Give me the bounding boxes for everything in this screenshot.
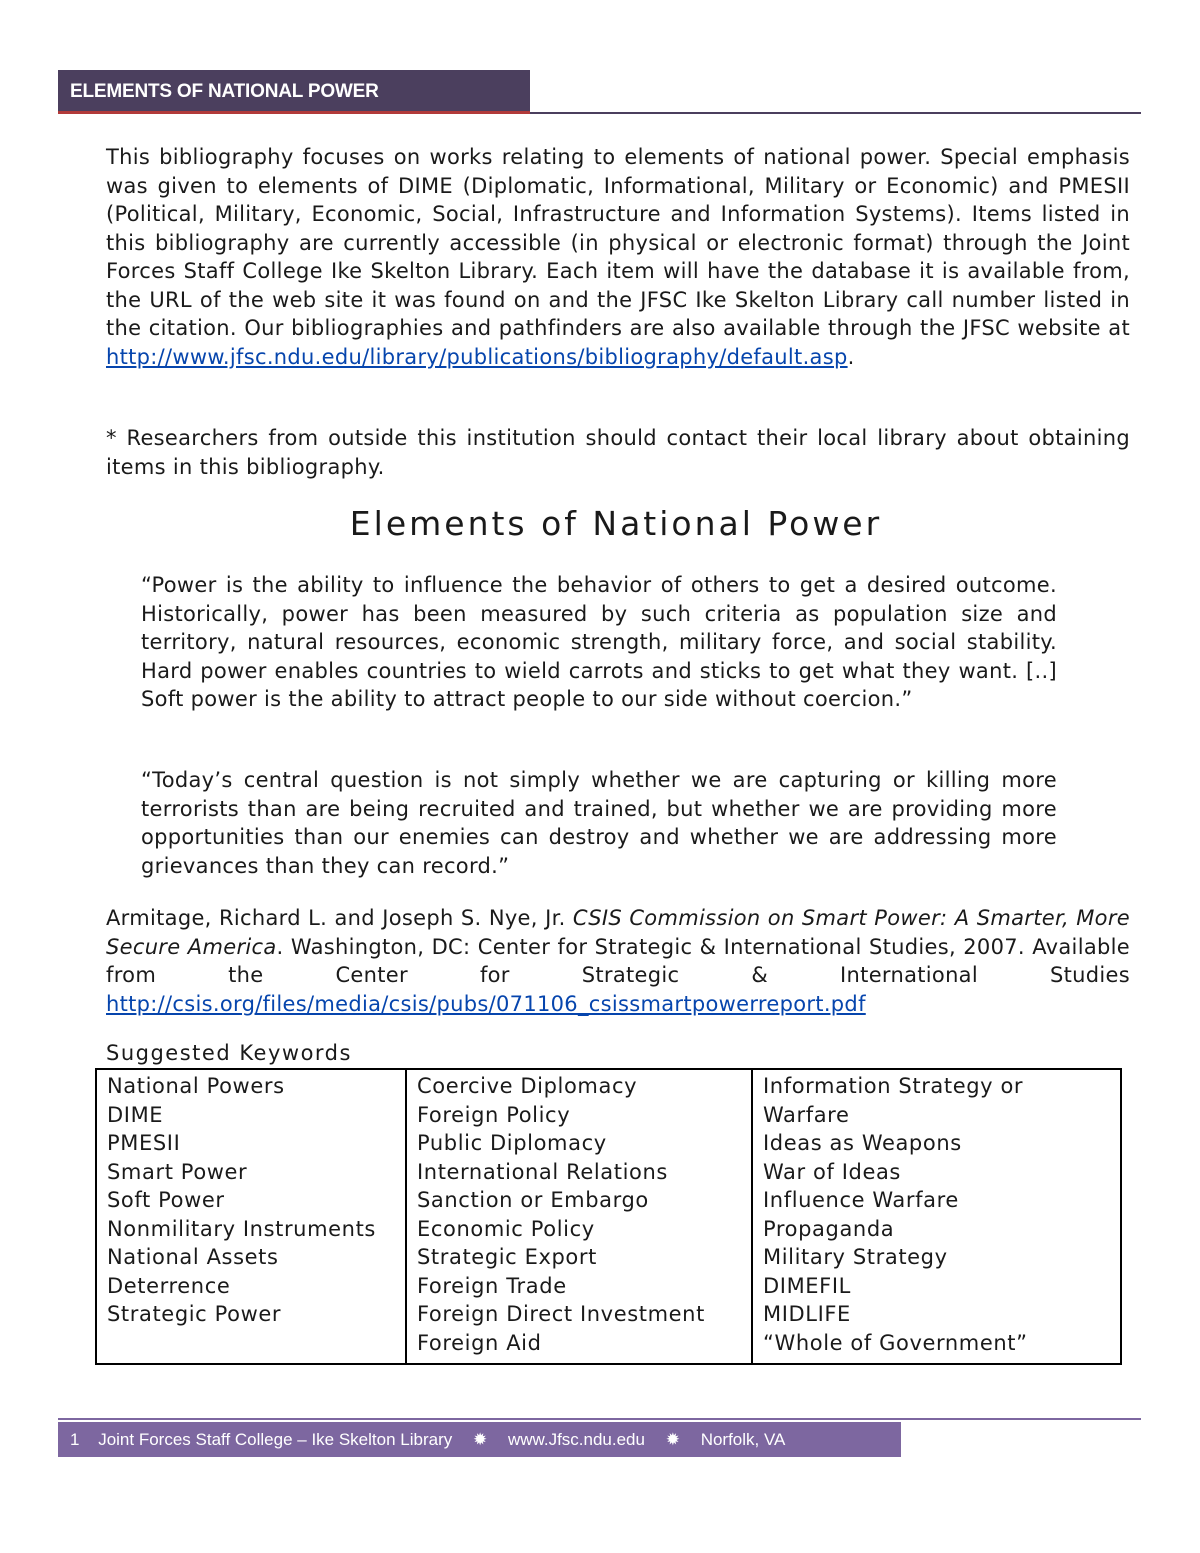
footer-bar	[58, 1422, 901, 1457]
page-number: 1	[70, 1430, 80, 1449]
keyword: Foreign Policy	[417, 1102, 571, 1127]
keyword: International Relations	[417, 1159, 668, 1184]
footer-location: Norfolk, VA	[700, 1430, 786, 1449]
keyword: Sanction or Embargo	[417, 1188, 649, 1212]
intro-text: This bibliography focuses on works relating to elements of national power. Special emphasis was given to elements of DIME (Diplomatic, Informational, Military or Economic) and PMESII (Political, Military, Economic, Social, Infrastructure and Information Systems). Items listed in this bibliography are currently accessible (in physical or electronic format) through the Joint Forces Staff College Ike Skelton Library. Each item will have the database it is available from, the URL of the web site it was found on and the JFSC Ike Skelton Library call number listed in the citation. Our bibliographies and pathfinders are also available through the JFSC website at	[106, 145, 1130, 340]
header-title: ELEMENTS OF NATIONAL POWER	[58, 70, 530, 113]
researcher-note: * Researchers from outside this institution should contact their local library about obtaining items in this bibliography.	[106, 426, 1130, 479]
keyword: Influence Warfare	[763, 1188, 959, 1212]
keyword: National Assets	[107, 1245, 279, 1269]
separator-icon: ✹	[472, 1430, 488, 1449]
keyword: “Whole of Government”	[763, 1330, 1028, 1355]
intro-paragraph	[106, 143, 1130, 371]
separator-icon: ✹	[665, 1430, 680, 1449]
keyword: Ideas as Weapons	[763, 1131, 962, 1155]
footer-website: www.Jfsc.ndu.edu	[507, 1430, 645, 1449]
intro-link-suffix: .	[847, 344, 855, 369]
bibliography-link[interactable]: http://www.jfsc.ndu.edu/library/publications/bibliography/default.asp	[106, 344, 848, 369]
keyword: Foreign Trade	[417, 1273, 567, 1298]
keywords-table	[95, 1068, 1122, 1365]
keyword: Foreign Aid	[417, 1330, 542, 1355]
citation	[106, 904, 1130, 1018]
keyword: Strategic Export	[417, 1245, 597, 1269]
keyword: Smart Power	[107, 1159, 248, 1184]
keyword: Soft Power	[107, 1188, 225, 1212]
keyword: Strategic Power	[107, 1302, 282, 1326]
citation-rest: . Washington, DC: Center for Strategic & International Studies, 2007. Available from the Center for Strategic & International Studies	[106, 934, 1130, 987]
quote-2: “Today’s central question is not simply whether we are capturing or killing more terrorists than are being recruited and trained, but whether we are providing more opportunities than our enemies can destroy and whether we are addressing more grievances than they can record.”	[141, 768, 1057, 878]
keyword: War of Ideas	[763, 1159, 901, 1184]
keyword: Nonmilitary Instruments	[107, 1216, 376, 1241]
keyword: Information Strategy or	[763, 1074, 1024, 1098]
keywords-label: Suggested Keywords	[106, 1041, 352, 1065]
keyword: DIMEFIL	[763, 1273, 851, 1298]
keyword: Military Strategy	[763, 1245, 948, 1269]
keyword: MIDLIFE	[763, 1302, 851, 1326]
keywords-column-2	[406, 1069, 752, 1364]
quote-1: “Power is the ability to influence the behavior of others to get a desired outcome. Historically, power has been measured by such criteria as population size and territory, natural resources, economic strength, military force, and social stability. Hard power enables countries to wield carrots and sticks to get what they want. [..] Soft power is the ability to attract people to our side without coercion.”	[141, 573, 1057, 711]
keywords-column-3	[752, 1069, 1121, 1364]
keyword: Public Diplomacy	[417, 1131, 607, 1155]
keywords-column-1	[96, 1069, 406, 1364]
keyword: National Powers	[107, 1074, 285, 1098]
citation-authors: Armitage, Richard L. and Joseph S. Nye, Jr.	[106, 906, 573, 930]
footer-rule	[58, 1418, 1141, 1420]
keyword: Coercive Diplomacy	[417, 1074, 638, 1098]
citation-link[interactable]: http://csis.org/files/media/csis/pubs/071106_csissmartpowerreport.pdf	[106, 991, 866, 1016]
keyword: Propaganda	[763, 1216, 895, 1241]
keyword: Deterrence	[107, 1273, 231, 1298]
keyword: Warfare	[763, 1102, 850, 1127]
header-rule-accent	[58, 111, 530, 114]
keyword: PMESII	[107, 1131, 181, 1155]
citation-title: CSIS Commission on Smart Power: A Smarter, More Secure America	[106, 906, 1130, 959]
footer-library: Joint Forces Staff College – Ike Skelton Library	[98, 1430, 453, 1449]
keyword: DIME	[107, 1102, 164, 1127]
section-title: Elements of National Power	[349, 504, 883, 543]
keyword: Foreign Direct Investment	[417, 1302, 705, 1326]
keyword: Economic Policy	[417, 1216, 595, 1241]
